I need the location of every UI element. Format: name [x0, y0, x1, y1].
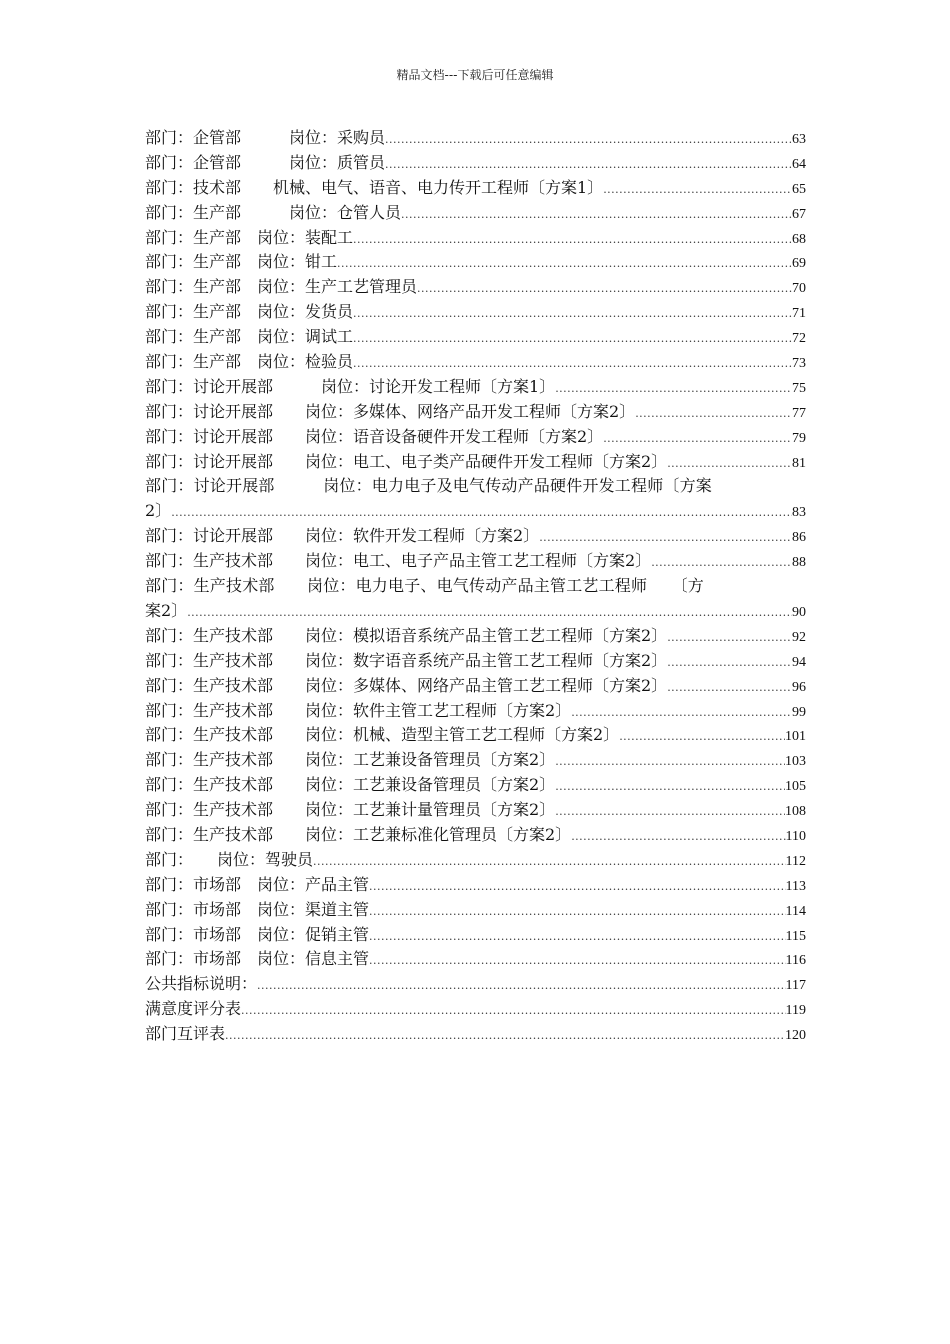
toc-entry[interactable]	[145, 226, 806, 251]
toc-entry[interactable]	[145, 450, 806, 475]
toc-entry[interactable]	[145, 325, 806, 350]
toc-entry-title: 部门：讨论开展部 岗位：多媒体、网络产品开发工程师〔方案2〕	[145, 401, 636, 421]
toc-page-number: 110	[785, 828, 806, 844]
dot-leader	[667, 676, 792, 701]
toc-entry-title: 部门：讨论开展部 岗位：电工、电子类产品硬件开发工程师〔方案2〕	[145, 451, 668, 471]
toc-entry[interactable]	[145, 474, 806, 524]
dot-leader	[635, 402, 792, 427]
dot-leader	[369, 875, 786, 900]
dot-leader	[353, 327, 792, 352]
toc-entry[interactable]	[145, 848, 806, 873]
toc-entry[interactable]	[145, 898, 806, 923]
toc-entry-title: 部门：生产技术部 岗位：工艺兼设备管理员〔方案2〕	[145, 775, 556, 795]
toc-entry-title: 公共指标说明：	[145, 974, 258, 994]
dot-leader	[353, 228, 792, 253]
toc-page-number: 108	[785, 804, 806, 820]
toc-entry[interactable]	[145, 549, 806, 574]
toc-page-number: 105	[785, 779, 806, 795]
dot-leader	[257, 974, 786, 999]
toc-page-number: 113	[785, 878, 806, 894]
toc-entry[interactable]	[145, 923, 806, 948]
toc-page-number: 92	[792, 629, 806, 645]
toc-entry[interactable]	[145, 748, 806, 773]
toc-page-number: 70	[792, 281, 806, 297]
dot-leader	[555, 800, 785, 825]
toc-page-number: 103	[785, 754, 806, 770]
toc-entry-title-continued: 2〕	[145, 501, 172, 521]
toc-entry-title: 部门： 岗位：驾驶员	[145, 849, 314, 869]
toc-entry-title: 部门：讨论开展部 岗位：语音设备硬件开发工程师〔方案2〕	[145, 426, 604, 446]
toc-entry[interactable]	[145, 947, 806, 972]
dot-leader	[539, 526, 792, 551]
toc-entry[interactable]	[145, 823, 806, 848]
toc-entry[interactable]	[145, 275, 806, 300]
toc-page-number: 81	[792, 455, 806, 471]
toc-entry[interactable]	[145, 574, 806, 624]
toc-entry-title: 部门：讨论开展部 岗位：软件开发工程师〔方案2〕	[145, 526, 540, 546]
toc-page-number: 88	[792, 555, 806, 571]
toc-entry-title: 部门：生产技术部 岗位：机械、造型主管工艺工程师〔方案2〕	[145, 725, 620, 745]
dot-leader	[603, 178, 792, 203]
toc-page-number: 90	[792, 604, 806, 620]
toc-entry[interactable]	[145, 723, 806, 748]
toc-page-number: 96	[792, 679, 806, 695]
toc-page-number: 101	[785, 729, 806, 745]
toc-entry[interactable]	[145, 649, 806, 674]
toc-page-number: 116	[785, 953, 806, 969]
dot-leader	[651, 551, 792, 576]
toc-page-number: 117	[785, 978, 806, 994]
dot-leader	[571, 701, 792, 726]
toc-entry-title: 部门：生产技术部 岗位：模拟语音系统产品主管工艺工程师〔方案2〕	[145, 625, 668, 645]
dot-leader	[571, 825, 785, 850]
toc-entry[interactable]	[145, 425, 806, 450]
dot-leader	[555, 750, 785, 775]
dot-leader	[619, 725, 785, 750]
page-header: 精品文档---下载后可任意编辑	[396, 68, 554, 82]
toc-page-number: 114	[785, 903, 806, 919]
toc-page-number: 115	[785, 928, 806, 944]
dot-leader	[337, 252, 792, 277]
toc-page-number: 79	[792, 430, 806, 446]
toc-entry-title: 部门：生产技术部 岗位：数字语音系统产品主管工艺工程师〔方案2〕	[145, 650, 668, 670]
toc-entry-title: 部门：生产技术部 岗位：多媒体、网络产品主管工艺工程师〔方案2〕	[145, 675, 668, 695]
dot-leader	[369, 949, 786, 974]
toc-entry-title: 部门互评表	[145, 1024, 226, 1044]
toc-entry-title: 部门：生产技术部 岗位：软件主管工艺工程师〔方案2〕	[145, 700, 572, 720]
dot-leader	[353, 302, 792, 327]
toc-entry[interactable]	[145, 201, 806, 226]
toc-page-number: 99	[792, 704, 806, 720]
toc-entry[interactable]	[145, 250, 806, 275]
toc-entry[interactable]	[145, 674, 806, 699]
toc-entry[interactable]	[145, 873, 806, 898]
toc-entry[interactable]	[145, 624, 806, 649]
dot-leader	[385, 128, 792, 153]
dot-leader	[241, 999, 786, 1024]
toc-entry-title: 部门：生产部 岗位：钳工	[145, 252, 338, 272]
toc-entry[interactable]	[145, 699, 806, 724]
dot-leader	[313, 850, 786, 875]
toc-page-number: 75	[792, 380, 806, 396]
dot-leader	[171, 501, 792, 526]
toc-entry[interactable]	[145, 300, 806, 325]
toc-page-number: 83	[792, 505, 806, 521]
toc-entry-title: 部门：企管部 岗位：采购员	[145, 128, 386, 147]
toc-page-number: 120	[785, 1028, 806, 1044]
toc-page-number: 72	[792, 331, 806, 347]
toc-entry[interactable]	[145, 997, 806, 1022]
toc-entry[interactable]	[145, 151, 806, 176]
toc-page-number: 63	[792, 132, 806, 147]
dot-leader	[369, 925, 786, 950]
toc-entry[interactable]	[145, 350, 806, 375]
toc-page-number: 69	[792, 256, 806, 272]
toc-page-number: 112	[785, 853, 806, 869]
toc-page-number: 77	[792, 405, 806, 421]
toc-entry-title: 部门：市场部 岗位：产品主管	[145, 874, 370, 894]
dot-leader	[555, 377, 792, 402]
toc-entry-title: 部门：生产部 岗位：生产工艺管理员	[145, 277, 418, 297]
table-of-contents	[145, 126, 806, 1047]
toc-entry[interactable]	[145, 176, 806, 201]
toc-entry-title: 满意度评分表	[145, 999, 242, 1019]
toc-entry-title: 部门：生产技术部 岗位：工艺兼标准化管理员〔方案2〕	[145, 824, 572, 844]
dot-leader	[417, 277, 792, 302]
toc-entry-title: 部门：生产技术部 岗位：工艺兼计量管理员〔方案2〕	[145, 800, 556, 820]
toc-page-number: 119	[785, 1003, 806, 1019]
toc-entry-title: 部门：生产技术部 岗位：电工、电子产品主管工艺工程师〔方案2〕	[145, 551, 652, 571]
toc-entry[interactable]	[145, 375, 806, 400]
toc-entry-title: 部门：生产部 岗位：检验员	[145, 352, 354, 372]
dot-leader	[353, 352, 792, 377]
toc-entry-title-continued: 案2〕	[145, 600, 188, 620]
toc-entry-title: 部门：生产部 岗位：发货员	[145, 302, 354, 322]
toc-page-number: 73	[792, 356, 806, 372]
toc-entry-title: 部门：市场部 岗位：促销主管	[145, 924, 370, 944]
toc-page-number: 94	[792, 654, 806, 670]
toc-entry-title: 部门：生产部 岗位：调试工	[145, 327, 354, 347]
toc-entry-title: 部门：讨论开展部 岗位：电力电子及电气传动产品硬件开发工程师〔方案	[145, 476, 713, 496]
toc-entry-title: 部门：讨论开展部 岗位：讨论开发工程师〔方案1〕	[145, 376, 556, 396]
toc-page-number: 64	[792, 156, 806, 172]
dot-leader	[555, 775, 785, 800]
dot-leader	[667, 452, 792, 477]
toc-page-number: 68	[792, 231, 806, 247]
toc-page-number: 86	[792, 530, 806, 546]
dot-leader	[667, 626, 792, 651]
toc-entry-title: 部门：生产技术部 岗位：工艺兼设备管理员〔方案2〕	[145, 750, 556, 770]
dot-leader	[401, 203, 792, 228]
toc-entry-title: 部门：技术部 机械、电气、语音、电力传开工程师〔方案1〕	[145, 177, 604, 197]
dot-leader	[667, 651, 792, 676]
toc-entry[interactable]	[145, 524, 806, 549]
toc-entry[interactable]	[145, 972, 806, 997]
toc-entry[interactable]	[145, 798, 806, 823]
toc-entry-title: 部门：市场部 岗位：信息主管	[145, 949, 370, 969]
toc-entry-title: 部门：市场部 岗位：渠道主管	[145, 899, 370, 919]
dot-leader	[385, 153, 792, 178]
toc-page-number: 65	[792, 181, 806, 197]
toc-entry[interactable]	[145, 400, 806, 425]
dot-leader	[187, 601, 792, 626]
toc-page-number: 67	[792, 206, 806, 222]
dot-leader	[369, 900, 786, 925]
toc-entry[interactable]	[145, 773, 806, 798]
toc-entry[interactable]	[145, 126, 806, 151]
toc-entry-title: 部门：生产技术部 岗位：电力电子、电气传动产品主管工艺工程师 〔方	[145, 576, 705, 596]
toc-entry-title: 部门：生产部 岗位：仓管人员	[145, 202, 402, 222]
toc-entry-title: 部门：生产部 岗位：装配工	[145, 227, 354, 247]
dot-leader	[603, 427, 792, 452]
toc-entry[interactable]	[145, 1022, 806, 1047]
toc-entry-title: 部门：企管部 岗位：质管员	[145, 152, 386, 172]
dot-leader	[225, 1024, 785, 1049]
toc-page-number: 71	[792, 306, 806, 322]
